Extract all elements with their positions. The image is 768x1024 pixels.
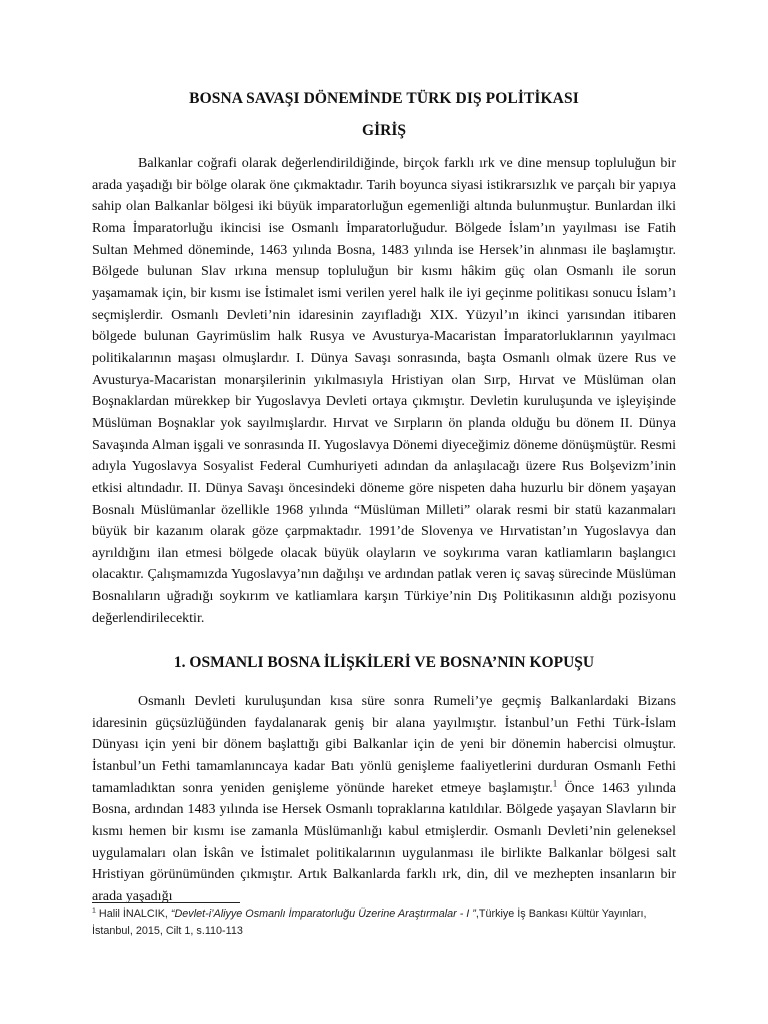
section-heading: 1. OSMANLI BOSNA İLİŞKİLERİ VE BOSNA’NIN KOPUŞU <box>173 654 595 671</box>
footnote-author: Halil İNALCIK, <box>95 908 171 920</box>
section-paragraph <box>92 691 676 908</box>
intro-heading: GİRİŞ <box>362 122 406 139</box>
footnote-divider <box>92 902 240 903</box>
section-paragraph-text-1: Osmanlı Devleti kuruluşundan kısa süre sonra Rumeli’ye geçmiş Balkanlardaki Bizans idaresinin güçsüzlüğünden faydalanarak geniş bir alana yayılmıştır. İstanbul’un Fethi Türk-İslam Dünyası için yeni bir dönem başlattığı gibi Balkanlar için de yeni bir dönemin habercisi olmuştur. İstanbul’un Fethi tamamlanıncaya kadar Batı yönlü genişleme faaliyetlerini durduran Osmanlı Fethi tamamladıktan sonra yeniden genişleme yönünde hareket etmeye başlamıştır. <box>92 694 676 796</box>
footnote-marker: 1 <box>92 907 96 915</box>
intro-paragraph <box>92 153 676 629</box>
footnote-work-title: “Devlet-i’Aliyye Osmanlı İmparatorluğu Üzerine Araştırmalar - I ” <box>170 908 476 920</box>
document-title: BOSNA SAVAŞI DÖNEMİNDE TÜRK DIŞ POLİTİKASI <box>189 90 579 107</box>
intro-paragraph-text: Balkanlar coğrafi olarak değerlendirildiğinde, birçok farklı ırk ve dine mensup topluluğun bir arada yaşadığı bir bölge olarak öne çıkmaktadır. Tarih boyunca siyasi istikrarsızlık ve parçalı bir yapıya sahip olan Balkanlar bölgesi iki büyük imparatorluğun egemenliği altında bulunmuştur. Bunlardan ilki Roma İmparatorluğu ikincisi ise Osmanlı İmparatorluğudur. Bölgede İslam’ın yayılması ise Fatih Sultan Mehmed döneminde, 1463 yılında Bosna, 1483 yılında ise Hersek’in alınması ile başlamıştır. Bölgede bulunan Slav ırkına mensup topluluğun bir kısmı hâkim güç olan Osmanlı ile sorun yaşamamak için, bir kısmı ise İstimalet ismi verilen yerel halk ile iyi geçinme politikası sonucu İslam’ı seçmişlerdir. Osmanlı Devleti’nin idaresinin zayıfladığı XIX. Yüzyıl’ın ikinci yarısından itibaren bölgede bulunan Gayrimüslim halk Rusya ve Avusturya-Macaristan İmparatorluklarının yayılmacı politikalarının maşası olmuşlardır. I. Dünya Savaşı sonrasında, başta Osmanlı olmak üzere Rus ve Avusturya-Macaristan monarşilerinin yıkılmasıyla Hristiyan olan Sırp, Hırvat ve Müslüman olan Boşnaklardan mürekkep bir Yugoslavya Devleti ortaya çıkmıştır. Devletin kuruluşunda ve işleyişinde Müslüman Boşnaklar yok sayılmışlardır. Hırvat ve Sırpların ön planda olduğu bu dönem II. Dünya Savaşında Alman işgali ve sonrasında II. Yugoslavya Dönemi diyeceğimiz döneme dönüşmüştür. Resmi adıyla Yugoslavya Sosyalist Federal Cumhuriyeti adından da anlaşılacağı üzere Rus Bolşevizm’inin etkisi altındadır. II. Dünya Savaşı öncesindeki döneme göre nispeten daha huzurlu bir dönem yaşayan Bosnalı Müslümanlar özellikle 1968 yılında “Müslüman Milleti” olarak resmi bir statü kazanmaları büyük bir kazanım olarak göze çarpmaktadır. 1991’de Slovenya ve Hırvatistan’ın Yugoslavya dan ayrıldığını ilan etmesi bölgede olacak büyük olayların ve soykırıma varan katliamların başlangıcı olacaktır. Çalışmamızda Yugoslavya’nın dağılışı ve ardından patlak veren iç savaş sürecinde Müslüman Bosnalıların uğradığı soykırım ve katliamlara karşın Türkiye’nin Dış Politikasının aldığı pozisyonu değerlendirilecektir. <box>92 156 676 626</box>
footnote-publisher: ,Türkiye İş Bankası Kültür Yayınları, İstanbul, 2015, Cilt 1, s.110-113 <box>92 908 647 937</box>
footnote <box>92 906 672 939</box>
section-paragraph-text-2: Önce 1463 yılında Bosna, ardından 1483 yılında ise Hersek Osmanlı topraklarına katıldılar. Bölgede yaşayan Slavların bir kısmı hemen bir kısmı ise zamanla Müslümanlığı kabul etmişlerdir. Osmanlı Devleti’nin geleneksel uygulamaları olan İskân ve İstimalet politikalarının uygulanması ile birlikte Balkanlar bölgesi salt Hristiyan görünümünden çıkmıştır. Artık Balkanlarda farklı ırk, din, dil ve mezhepten insanların bir arada yaşadığı <box>92 780 677 904</box>
footnote-reference[interactable]: 1 <box>552 777 558 788</box>
